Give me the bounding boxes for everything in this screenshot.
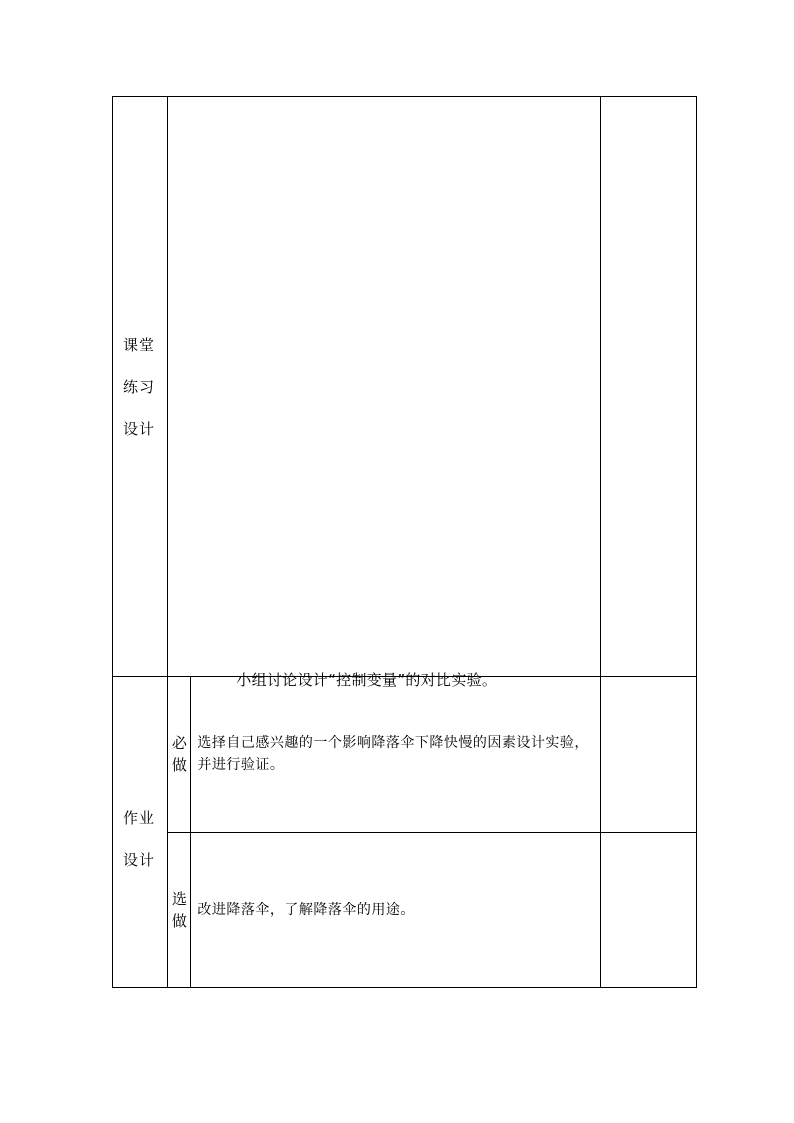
practice-label-cell bbox=[113, 97, 168, 677]
practice-content: 小组讨论设计“控制变量”的对比实验。 bbox=[236, 670, 498, 689]
practice-label-line3: 设计 bbox=[123, 419, 156, 438]
practice-row bbox=[113, 97, 697, 677]
lesson-plan-table bbox=[112, 96, 697, 988]
required-tag bbox=[168, 732, 190, 776]
optional-tag-cell bbox=[168, 832, 191, 988]
required-tag-cell bbox=[168, 677, 191, 833]
optional-tag bbox=[168, 888, 190, 932]
homework-label-line1: 作业 bbox=[123, 809, 156, 827]
homework-label-line2: 设计 bbox=[123, 851, 156, 869]
practice-label-line2: 练习 bbox=[123, 377, 156, 396]
required-content: 选择自己感兴趣的一个影响降落伞下降快慢的因素设计实验，并进行验证。 bbox=[191, 677, 601, 833]
practice-label-line1: 课堂 bbox=[123, 335, 156, 354]
required-notes-cell bbox=[601, 677, 697, 833]
optional-notes-cell bbox=[601, 832, 697, 988]
optional-tag-char1: 选 bbox=[171, 889, 187, 908]
required-tag-char1: 必 bbox=[171, 734, 187, 753]
homework-optional-row bbox=[113, 832, 697, 988]
practice-notes-cell bbox=[601, 97, 697, 677]
optional-content: 改进降落伞，了解降落伞的用途。 bbox=[191, 832, 601, 988]
practice-content-cell bbox=[168, 97, 601, 689]
homework-required-row bbox=[113, 677, 697, 833]
homework-label-cell bbox=[113, 677, 168, 988]
required-tag-char2: 做 bbox=[171, 756, 187, 775]
homework-label bbox=[123, 807, 155, 871]
practice-label bbox=[113, 334, 167, 440]
optional-tag-char2: 做 bbox=[171, 911, 187, 930]
